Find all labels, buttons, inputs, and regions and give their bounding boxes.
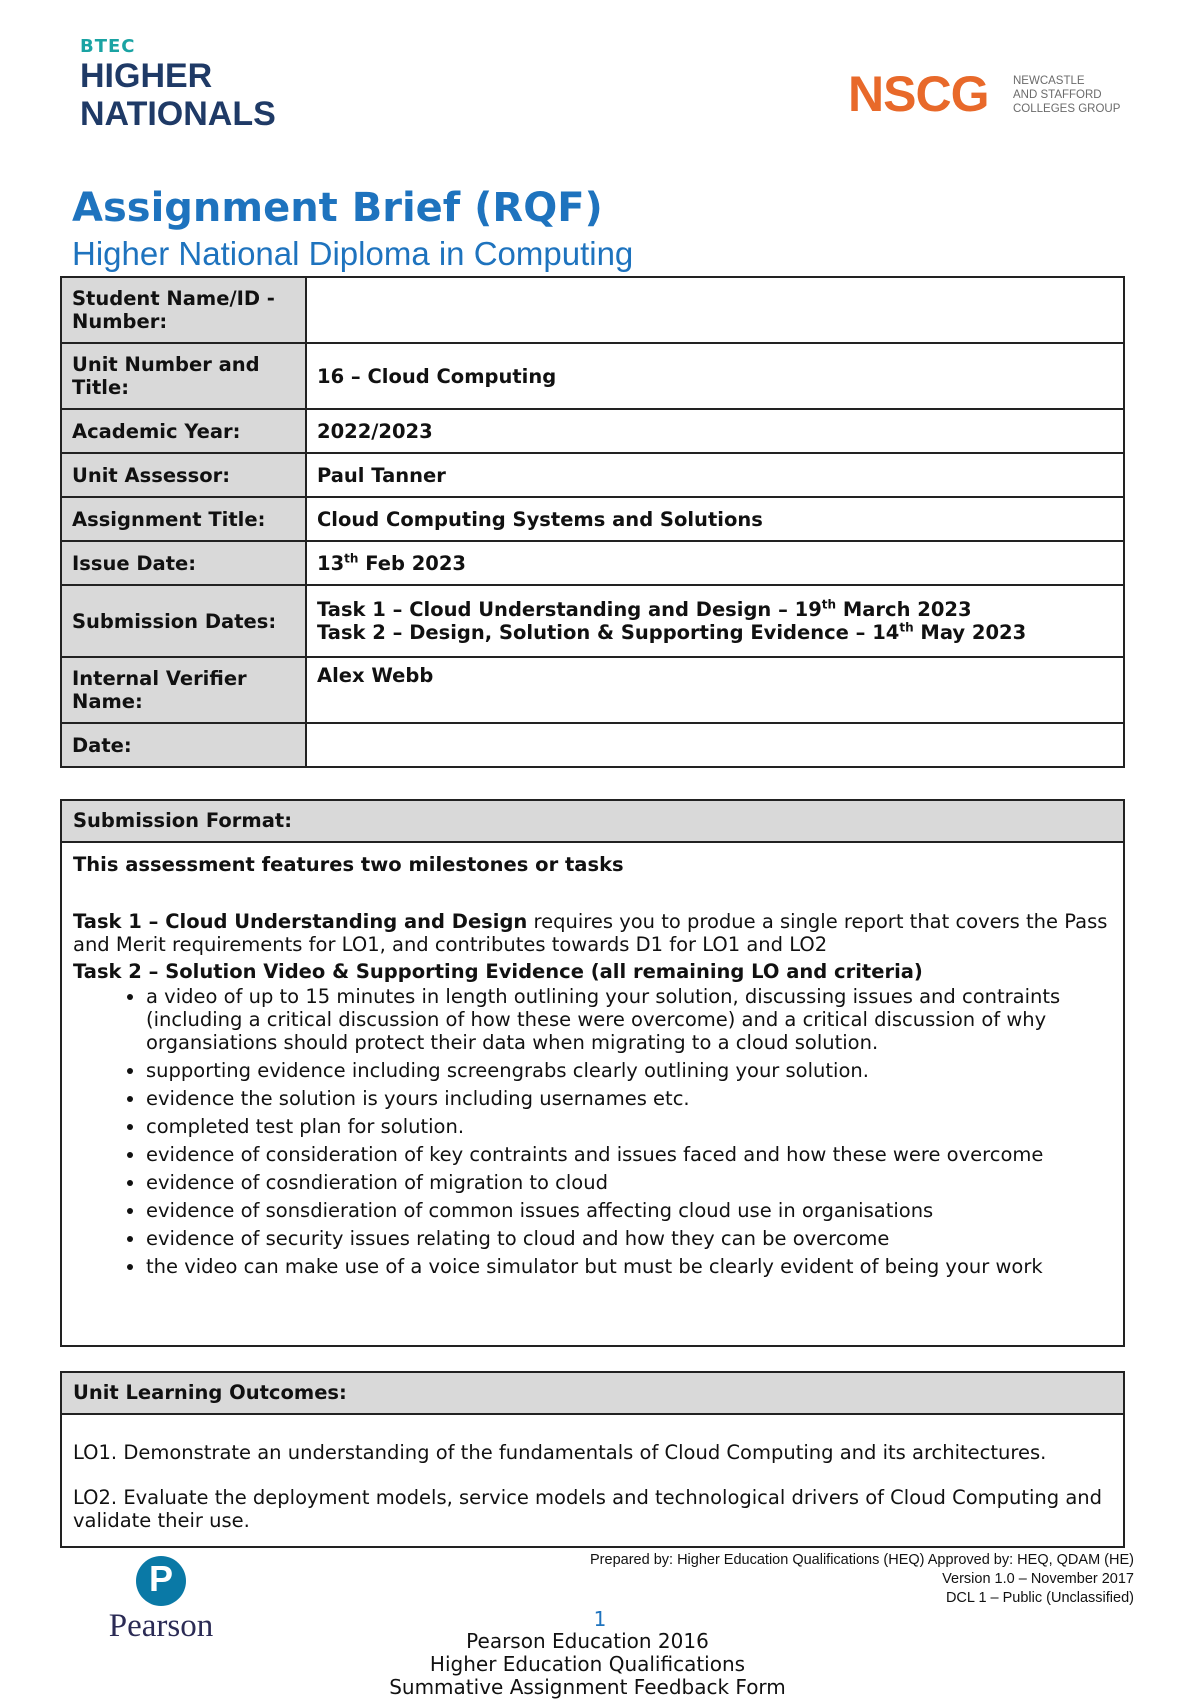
list-item: • evidence of consideration of key contraints and issues faced and how these were overcome <box>146 1143 1112 1166</box>
table-row <box>61 585 1124 657</box>
assessor-value: Paul Tanner <box>306 453 1124 497</box>
list-item: • completed test plan for solution. <box>146 1115 1112 1138</box>
task1-date-suffix: th <box>821 597 837 612</box>
nscg-logo <box>848 68 1148 128</box>
footer-text <box>0 1630 1175 1699</box>
footer-line: Pearson Education 2016 <box>466 1629 709 1653</box>
list-item: • the video can make use of a voice simulator but must be clearly evident of being your work <box>146 1255 1112 1278</box>
assessor-label: Unit Assessor: <box>61 453 306 497</box>
submission-intro: This assessment features two milestones or tasks <box>73 853 624 876</box>
task2-heading <box>73 960 1112 983</box>
submission-dates-value <box>306 585 1124 657</box>
list-item: • evidence of security issues relating to cloud and how they can be overcome <box>146 1227 1112 1250</box>
issue-date-value <box>306 541 1124 585</box>
prepared-by-text: Prepared by: Higher Education Qualifications (HEQ) Approved by: HEQ, QDAM (HE) <box>590 1552 1134 1568</box>
page-subtitle: Higher National Diploma in Computing <box>72 235 634 272</box>
verifier-label: Internal Verifier Name: <box>61 657 306 723</box>
academic-year-label: Academic Year: <box>61 409 306 453</box>
higher-label: HIGHER <box>80 57 213 95</box>
table-row <box>61 453 1124 497</box>
pearson-wordmark: Pearson <box>108 1608 214 1644</box>
learning-outcome-lo1: LO1. Demonstrate an understanding of the fundamentals of Cloud Computing and its architectures. <box>73 1441 1047 1464</box>
table-row <box>61 497 1124 541</box>
page-title: Assignment Brief (RQF) <box>72 185 603 231</box>
table-row <box>61 541 1124 585</box>
nscg-text-line: NEWCASTLE <box>1013 75 1085 87</box>
table-row <box>61 343 1124 409</box>
nscg-text <box>1013 74 1120 116</box>
assignment-info-table <box>60 276 1125 768</box>
prepared-by-note <box>590 1551 1134 1608</box>
submission-format-heading: Submission Format: <box>62 801 1123 843</box>
list-item: • supporting evidence including screengrabs clearly outlining your solution. <box>146 1059 1112 1082</box>
assignment-title-label: Assignment Title: <box>61 497 306 541</box>
footer-line: Summative Assignment Feedback Form <box>389 1675 786 1699</box>
nationals-label: NATIONALS <box>80 95 276 133</box>
date-value <box>306 723 1124 767</box>
learning-outcome-lo2: LO2. Evaluate the deployment models, service models and technological drivers of Cloud Computing and validate their use. <box>73 1486 1103 1532</box>
list-item: • a video of up to 15 minutes in length outlining your solution, discussing issues and contraints (including a critical discussion of how these were overcome) and a critical discussion of why organsiations should protect their data when migrating to a cloud solution. <box>146 985 1112 1054</box>
issue-day: 13 <box>317 551 345 575</box>
student-label: Student Name/ID - Number: <box>61 277 306 343</box>
task2-date-month: May 2023 <box>913 621 1027 644</box>
date-label: Date: <box>61 723 306 767</box>
footer-line: Higher Education Qualifications <box>429 1652 746 1676</box>
table-row <box>61 409 1124 453</box>
task1-date-month: March 2023 <box>836 598 972 621</box>
task1-text: requires you to produe a single report that covers the Pass and Merit requirements for LO1, and contributes towards D1 for LO1 and LO2 <box>73 910 1108 956</box>
task2-date <box>317 621 1113 644</box>
task2-heading-text: Task 2 – Solution Video & Supporting Evidence (all remaining LO and criteria) <box>73 960 923 983</box>
nscg-mark: NSCG <box>848 66 989 122</box>
issue-month-year: Feb 2023 <box>358 551 466 575</box>
unit-value: 16 – Cloud Computing <box>306 343 1124 409</box>
list-item: • evidence of sonsdieration of common issues affecting cloud use in organisations <box>146 1199 1112 1222</box>
version-text: Version 1.0 – November 2017 <box>942 1571 1134 1587</box>
classification-text: DCL 1 – Public (Unclassified) <box>945 1590 1134 1606</box>
nscg-text-line: AND STAFFORD <box>1013 89 1102 101</box>
page-number: 1 <box>593 1607 607 1631</box>
verifier-value: Alex Webb <box>306 657 1124 723</box>
btec-logo <box>80 36 320 133</box>
btec-label: BTEC <box>80 36 136 57</box>
task1-description <box>73 910 1112 956</box>
learning-outcomes-box <box>60 1371 1125 1548</box>
task2-bullet-list <box>73 985 1112 1278</box>
nscg-text-line: COLLEGES GROUP <box>1013 103 1121 115</box>
list-item: • evidence of cosndieration of migration to cloud <box>146 1171 1112 1194</box>
task2-date-text: Task 2 – Design, Solution & Supporting Evidence – 14 <box>317 621 900 644</box>
issue-day-suffix: th <box>344 551 359 565</box>
table-row <box>61 277 1124 343</box>
learning-outcomes-heading: Unit Learning Outcomes: <box>62 1373 1123 1415</box>
unit-label: Unit Number and Title: <box>61 343 306 409</box>
learning-outcomes-body <box>62 1415 1123 1540</box>
submission-dates-label: Submission Dates: <box>61 585 306 657</box>
student-value <box>306 277 1124 343</box>
submission-format-body <box>62 843 1123 1291</box>
issue-date-label: Issue Date: <box>61 541 306 585</box>
pearson-mark: P <box>148 1558 173 1599</box>
submission-format-box <box>60 799 1125 1347</box>
assignment-title-value: Cloud Computing Systems and Solutions <box>306 497 1124 541</box>
list-item: • evidence the solution is yours including usernames etc. <box>146 1087 1112 1110</box>
academic-year-value: 2022/2023 <box>306 409 1124 453</box>
pearson-p-icon <box>136 1556 186 1606</box>
table-row <box>61 657 1124 723</box>
task2-date-suffix: th <box>899 620 914 635</box>
task1-date <box>317 598 1113 621</box>
task1-heading: Task 1 – Cloud Understanding and Design <box>73 910 528 933</box>
task1-date-text: Task 1 – Cloud Understanding and Design – 19 <box>317 598 822 621</box>
table-row <box>61 723 1124 767</box>
